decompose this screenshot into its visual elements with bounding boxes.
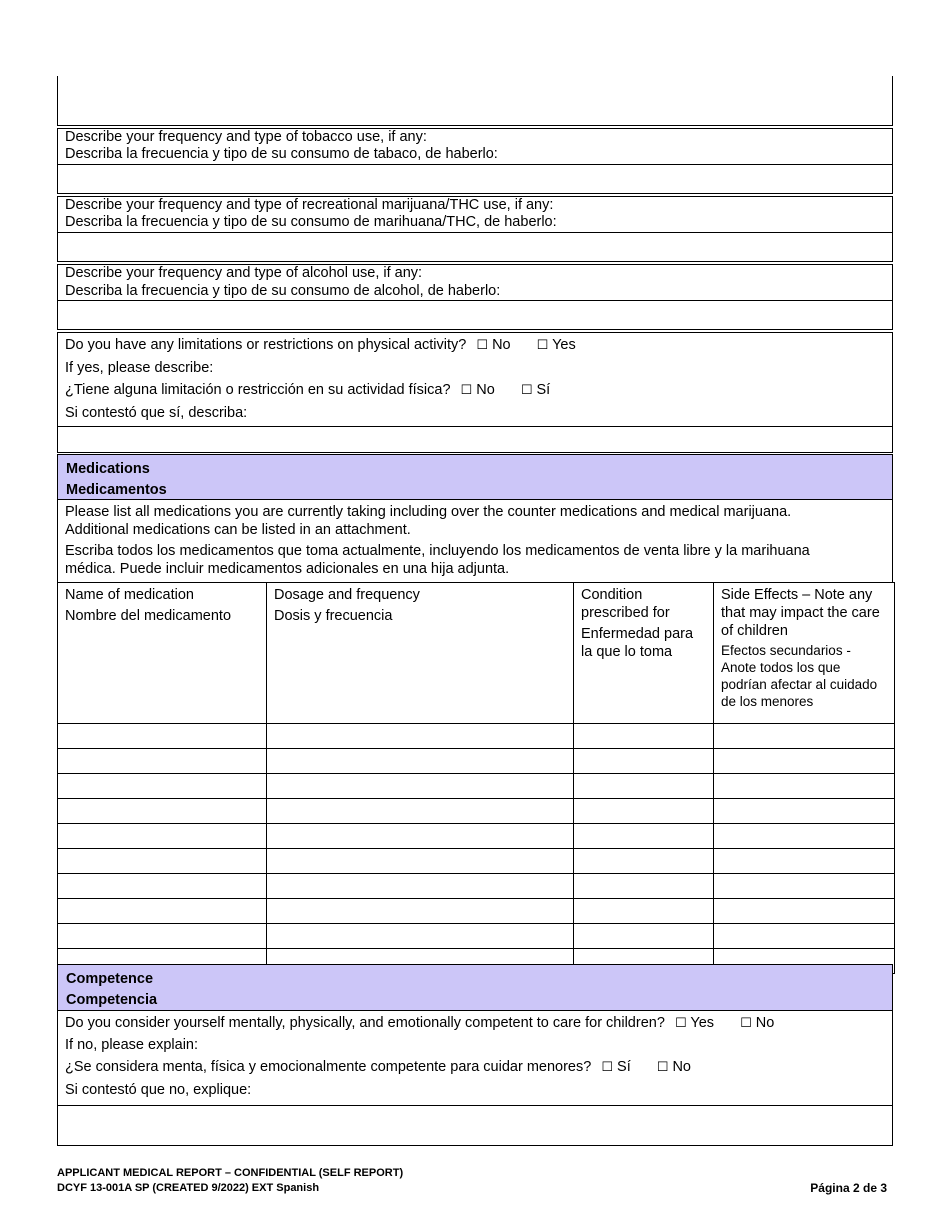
table-cell[interactable]	[58, 799, 267, 824]
col-side-effects-es: Efectos secundarios - Anote todos los que podrían afectar al cuidado de los menores	[721, 643, 878, 709]
table-cell[interactable]	[574, 924, 714, 949]
alcohol-question-en: Describe your frequency and type of alcohol use, if any:	[65, 265, 423, 281]
competence-header	[57, 964, 893, 1011]
col-condition	[574, 583, 714, 724]
col-side-effects-en: Side Effects – Note any that may impact the care of children	[721, 587, 880, 639]
medications-instr-en-1: Please list all medications you are currently taking including over the counter medications and medical marijuana.	[65, 504, 792, 520]
table-cell[interactable]	[267, 724, 574, 749]
table-cell[interactable]	[267, 824, 574, 849]
medications-title-en: Medications	[66, 461, 150, 477]
table-row	[58, 824, 895, 849]
table-cell[interactable]	[58, 824, 267, 849]
marijuana-question-en: Describe your frequency and type of recreational marijuana/THC use, if any:	[65, 197, 554, 213]
footer-title: APPLICANT MEDICAL REPORT – CONFIDENTIAL (SELF REPORT)	[57, 1167, 404, 1179]
table-cell[interactable]	[714, 799, 895, 824]
table-cell[interactable]	[574, 874, 714, 899]
col-name-en: Name of medication	[65, 587, 194, 603]
col-dosage-frequency	[267, 583, 574, 724]
table-row	[58, 724, 895, 749]
table-cell[interactable]	[714, 774, 895, 799]
medications-instr-es-1: Escriba todos los medicamentos que toma actualmente, incluyendo los medicamentos de venta libre y la marihuana	[65, 543, 810, 559]
tobacco-question-es: Describa la frecuencia y tipo de su consumo de tabaco, de haberlo:	[65, 146, 498, 162]
competence-no-en-checkbox[interactable]: ☐	[740, 1016, 752, 1031]
competence-question-es: ¿Se considera menta, física y emocionalmente competente para cuidar menores?	[65, 1059, 592, 1075]
table-row	[58, 799, 895, 824]
col-name-of-medication	[58, 583, 267, 724]
col-dosage-es: Dosis y frecuencia	[274, 608, 393, 624]
table-cell[interactable]	[714, 899, 895, 924]
competence-answer-field[interactable]	[57, 1105, 893, 1146]
table-cell[interactable]	[58, 924, 267, 949]
medications-header	[57, 454, 893, 500]
footer-page-number: Página 2 de 3	[810, 1181, 887, 1195]
physical-no-en-checkbox[interactable]: ☐	[476, 338, 489, 353]
physical-question-en: Do you have any limitations or restrictions on physical activity?	[65, 337, 467, 353]
competence-no-es-checkbox[interactable]: ☐	[656, 1060, 669, 1075]
table-cell[interactable]	[714, 824, 895, 849]
col-side-effects	[714, 583, 895, 724]
competence-yes-es-label: Sí	[617, 1059, 631, 1075]
medications-instr-en-2: Additional medications can be listed in an attachment.	[65, 522, 411, 538]
table-cell[interactable]	[574, 749, 714, 774]
physical-describe-es: Si contestó que sí, describa:	[65, 405, 248, 421]
table-cell[interactable]	[58, 874, 267, 899]
table-cell[interactable]	[574, 799, 714, 824]
table-row	[58, 749, 895, 774]
marijuana-answer-field[interactable]	[57, 233, 893, 262]
competence-title-en: Competence	[66, 971, 154, 987]
competence-yes-en-checkbox[interactable]: ☐	[674, 1016, 687, 1031]
col-condition-en: Condition prescribed for	[581, 587, 670, 621]
table-cell[interactable]	[58, 774, 267, 799]
table-cell[interactable]	[267, 924, 574, 949]
table-row	[58, 924, 895, 949]
physical-no-en-label: No	[492, 337, 511, 353]
table-cell[interactable]	[267, 774, 574, 799]
medications-title-es: Medicamentos	[66, 482, 167, 498]
competence-no-en-label: No	[755, 1015, 775, 1031]
col-condition-es: Enfermedad para la que lo toma	[581, 626, 694, 660]
table-cell[interactable]	[574, 724, 714, 749]
table-cell[interactable]	[574, 849, 714, 874]
marijuana-question-es: Describa la frecuencia y tipo de su consumo de marihuana/THC, de haberlo:	[65, 214, 557, 230]
table-cell[interactable]	[714, 849, 895, 874]
physical-yes-en-label: Yes	[552, 337, 576, 353]
footer-form-info	[57, 1166, 403, 1196]
table-row	[58, 774, 895, 799]
tobacco-answer-field[interactable]	[57, 165, 893, 194]
table-cell[interactable]	[58, 899, 267, 924]
table-cell[interactable]	[267, 849, 574, 874]
col-name-es: Nombre del medicamento	[65, 608, 232, 624]
table-cell[interactable]	[58, 724, 267, 749]
table-cell[interactable]	[574, 899, 714, 924]
competence-question-en-line	[65, 1015, 774, 1032]
physical-yes-en-checkbox[interactable]: ☐	[536, 338, 549, 353]
table-cell[interactable]	[574, 824, 714, 849]
table-cell[interactable]	[714, 724, 895, 749]
table-cell[interactable]	[714, 874, 895, 899]
physical-yes-es-label: Sí	[536, 382, 551, 398]
table-cell[interactable]	[267, 874, 574, 899]
tobacco-question-en: Describe your frequency and type of tobacco use, if any:	[65, 129, 427, 145]
table-cell[interactable]	[267, 899, 574, 924]
medications-table-header-row	[58, 583, 895, 724]
table-row	[58, 849, 895, 874]
physical-question-en-line	[65, 337, 576, 354]
competence-title-es: Competencia	[66, 992, 158, 1008]
footer-form-number: DCYF 13-001A SP (CREATED 9/2022) EXT Spanish	[57, 1182, 320, 1194]
col-dosage-en: Dosage and frequency	[274, 587, 420, 603]
table-cell[interactable]	[267, 799, 574, 824]
competence-question-en: Do you consider yourself mentally, physically, and emotionally competent to care for children?	[65, 1015, 665, 1031]
competence-yes-es-checkbox[interactable]: ☐	[601, 1060, 613, 1075]
table-cell[interactable]	[714, 749, 895, 774]
physical-no-es-label: No	[476, 382, 495, 398]
physical-describe-en: If yes, please describe:	[65, 360, 214, 376]
medications-instr-es-2: médica. Puede incluir medicamentos adicionales en una hija adjunta.	[65, 561, 510, 577]
physical-yes-es-checkbox[interactable]: ☐	[520, 383, 533, 398]
physical-question-es-line	[65, 382, 550, 399]
physical-answer-field[interactable]	[57, 427, 893, 453]
competence-no-es-label: No	[672, 1059, 691, 1075]
table-row	[58, 899, 895, 924]
table-cell[interactable]	[267, 749, 574, 774]
alcohol-question-es: Describa la frecuencia y tipo de su consumo de alcohol, de haberlo:	[65, 283, 501, 299]
competence-explain-en: If no, please explain:	[65, 1037, 199, 1053]
alcohol-answer-field[interactable]	[57, 301, 893, 330]
table-row	[58, 874, 895, 899]
table-cell[interactable]	[714, 924, 895, 949]
medications-table	[57, 582, 895, 974]
physical-no-es-checkbox[interactable]: ☐	[460, 383, 473, 398]
table-cell[interactable]	[58, 749, 267, 774]
table-cell[interactable]	[58, 849, 267, 874]
competence-yes-en-label: Yes	[690, 1015, 715, 1031]
competence-explain-es: Si contestó que no, explique:	[65, 1082, 252, 1098]
table-cell[interactable]	[574, 774, 714, 799]
previous-answer-box[interactable]	[57, 76, 893, 126]
competence-question-es-line	[65, 1059, 691, 1076]
physical-question-es: ¿Tiene alguna limitación o restricción en su actividad física?	[65, 382, 451, 398]
